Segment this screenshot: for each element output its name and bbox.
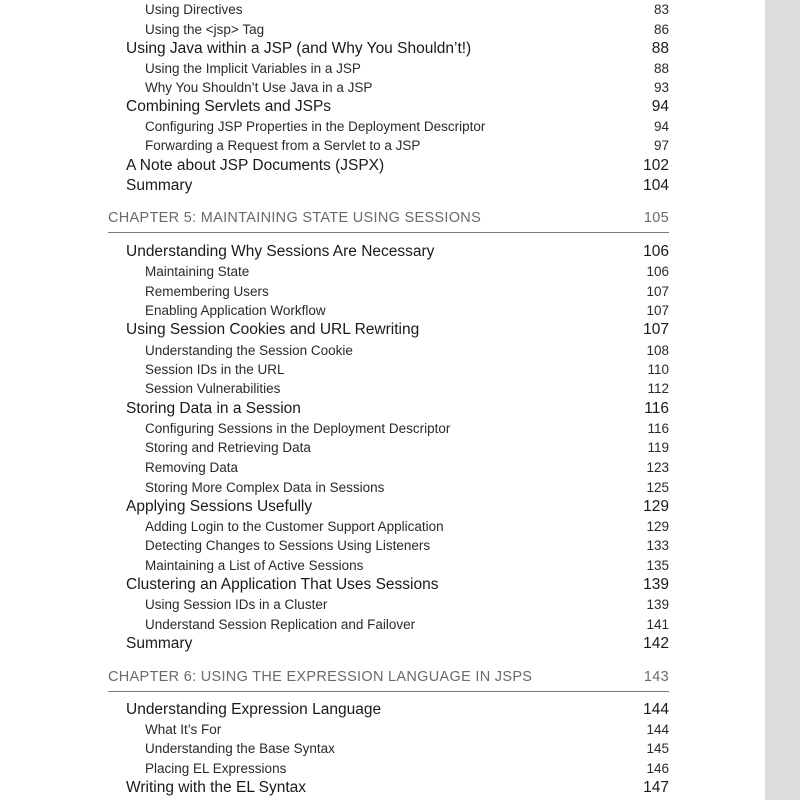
toc-section[interactable] (126, 242, 669, 262)
toc-entry-label: Configuring Sessions in the Deployment Descriptor (145, 421, 451, 436)
toc-entry-page: 110 (647, 362, 669, 377)
toc-entry-label: Configuring JSP Properties in the Deployment Descriptor (145, 119, 486, 134)
toc-entry-page: 116 (647, 421, 669, 436)
toc-section-page: 147 (643, 779, 669, 796)
toc-section-page: 144 (643, 701, 669, 718)
toc-entry-label: Maintaining State (145, 264, 250, 279)
toc-section-page: 104 (643, 177, 669, 194)
toc-entry[interactable] (145, 0, 669, 19)
toc-entry-label: Understanding the Base Syntax (145, 741, 335, 756)
toc-section[interactable] (126, 634, 669, 654)
chapter-divider (108, 691, 669, 692)
toc-section-label: Combining Servlets and JSPs (126, 98, 332, 115)
toc-entry-page: 139 (646, 597, 669, 612)
toc-entry-label: Session IDs in the URL (145, 362, 285, 377)
toc-section-label: Summary (126, 177, 193, 194)
toc-entry[interactable] (145, 458, 669, 477)
toc-entry-page: 108 (646, 343, 669, 358)
toc-section[interactable] (126, 156, 669, 176)
toc-section-page: 107 (643, 321, 669, 338)
page-edge-margin (765, 0, 800, 800)
toc-section-label: Summary (126, 635, 193, 652)
toc-section[interactable] (126, 700, 669, 720)
toc-entry-label: Removing Data (145, 460, 239, 475)
toc-entry[interactable] (145, 759, 669, 778)
toc-entry[interactable] (145, 360, 669, 379)
toc-entry[interactable] (145, 478, 669, 497)
toc-section-label: Using Session Cookies and URL Rewriting (126, 321, 420, 338)
toc-entry-label: Storing and Retrieving Data (145, 440, 311, 455)
toc-entry-page: 146 (646, 761, 669, 776)
toc-section-label: Understanding Expression Language (126, 701, 382, 718)
toc-entry-page: 88 (653, 61, 669, 76)
toc-entry-page: 135 (646, 558, 669, 573)
toc-entry[interactable] (145, 117, 669, 136)
toc-section-page: 88 (651, 40, 669, 57)
toc-entry-page: 141 (646, 617, 669, 632)
toc-entry-label: Storing More Complex Data in Sessions (145, 480, 385, 495)
toc-entry-label: Why You Shouldn’t Use Java in a JSP (145, 80, 373, 95)
toc-section-page: 106 (643, 243, 669, 260)
toc-section-page: 142 (643, 635, 669, 652)
toc-section[interactable] (126, 778, 669, 798)
chapter-title: CHAPTER 5: MAINTAINING STATE USING SESSIONS (108, 210, 482, 226)
toc-section-label: Clustering an Application That Uses Sessions (126, 576, 439, 593)
toc-entry[interactable] (145, 517, 669, 536)
toc-entry-label: Using the Implicit Variables in a JSP (145, 61, 361, 76)
toc-section-label: Applying Sessions Usefully (126, 498, 313, 515)
toc-entry-label: Adding Login to the Customer Support Application (145, 519, 444, 534)
toc-section[interactable] (126, 97, 669, 117)
toc-section-label: Storing Data in a Session (126, 400, 301, 417)
toc-entry-label: Understand Session Replication and Failover (145, 617, 416, 632)
toc-entry[interactable] (145, 595, 669, 614)
toc-entry-page: 86 (653, 22, 669, 37)
toc-entry-page: 83 (653, 2, 669, 17)
toc-entry-label: Using the <jsp> Tag (145, 22, 265, 37)
toc-section-page: 129 (643, 498, 669, 515)
toc-entry-label: Remembering Users (145, 284, 269, 299)
toc-entry-label: Using Directives (145, 2, 243, 17)
toc-entry[interactable] (145, 720, 669, 739)
toc-entry[interactable] (145, 438, 669, 457)
toc-entry-page: 145 (646, 741, 669, 756)
toc-entry[interactable] (145, 20, 669, 39)
toc-section-page: 116 (644, 400, 669, 417)
toc-entry-label: Session Vulnerabilities (145, 381, 281, 396)
toc-section[interactable] (126, 176, 669, 196)
toc-entry[interactable] (145, 78, 669, 97)
toc-section[interactable] (126, 320, 669, 340)
toc-entry-page: 123 (646, 460, 669, 475)
toc-entry-page: 97 (653, 138, 669, 153)
toc-section-page: 102 (643, 157, 669, 174)
toc-entry[interactable] (145, 136, 669, 155)
chapter-page: 143 (643, 669, 669, 685)
toc-section-label: Understanding Why Sessions Are Necessary (126, 243, 435, 260)
toc-entry-label: Forwarding a Request from a Servlet to a JSP (145, 138, 421, 153)
toc-section[interactable] (126, 39, 669, 59)
toc-section-page: 94 (651, 98, 669, 115)
toc-section[interactable] (126, 497, 669, 517)
toc-entry[interactable] (145, 262, 669, 281)
toc-entry[interactable] (145, 282, 669, 301)
toc-entry[interactable] (145, 556, 669, 575)
toc-entry-page: 144 (646, 722, 669, 737)
toc-entry-page: 106 (646, 264, 669, 279)
toc-section[interactable] (126, 399, 669, 419)
chapter-divider (108, 232, 669, 233)
toc-entry-page: 93 (653, 80, 669, 95)
toc-entry-page: 107 (646, 303, 669, 318)
toc-entry[interactable] (145, 301, 669, 320)
chapter-title: CHAPTER 6: USING THE EXPRESSION LANGUAGE IN JSPS (108, 669, 533, 685)
toc-entry[interactable] (145, 341, 669, 360)
toc-section-label: A Note about JSP Documents (JSPX) (126, 157, 385, 174)
toc-entry[interactable] (145, 739, 669, 758)
toc-entry-label: Using Session IDs in a Cluster (145, 597, 328, 612)
toc-entry[interactable] (145, 379, 669, 398)
toc-entry-label: Detecting Changes to Sessions Using Listeners (145, 538, 431, 553)
toc-section-label: Writing with the EL Syntax (126, 779, 307, 796)
toc-entry-label: What It’s For (145, 722, 222, 737)
toc-section[interactable] (126, 575, 669, 595)
chapter-5-heading[interactable] (108, 207, 669, 229)
chapter-page: 105 (643, 210, 669, 226)
toc-section-page: 139 (643, 576, 669, 593)
toc-entry[interactable] (145, 419, 669, 438)
toc-entry-page: 112 (647, 381, 669, 396)
chapter-6-heading[interactable] (108, 666, 669, 688)
toc-entry-page: 119 (647, 440, 669, 455)
toc-entry-page: 125 (646, 480, 669, 495)
toc-entry-label: Enabling Application Workflow (145, 303, 326, 318)
toc-entry-page: 129 (646, 519, 669, 534)
toc-entry-label: Understanding the Session Cookie (145, 343, 353, 358)
toc-section-label: Using Java within a JSP (and Why You Shouldn’t!) (126, 40, 472, 57)
toc-entry[interactable] (145, 615, 669, 634)
toc-entry-label: Placing EL Expressions (145, 761, 287, 776)
toc-entry-page: 94 (653, 119, 669, 134)
toc-entry-page: 107 (646, 284, 669, 299)
toc-entry-page: 133 (646, 538, 669, 553)
toc-entry-label: Maintaining a List of Active Sessions (145, 558, 364, 573)
toc-entry[interactable] (145, 59, 669, 78)
toc-entry[interactable] (145, 536, 669, 555)
